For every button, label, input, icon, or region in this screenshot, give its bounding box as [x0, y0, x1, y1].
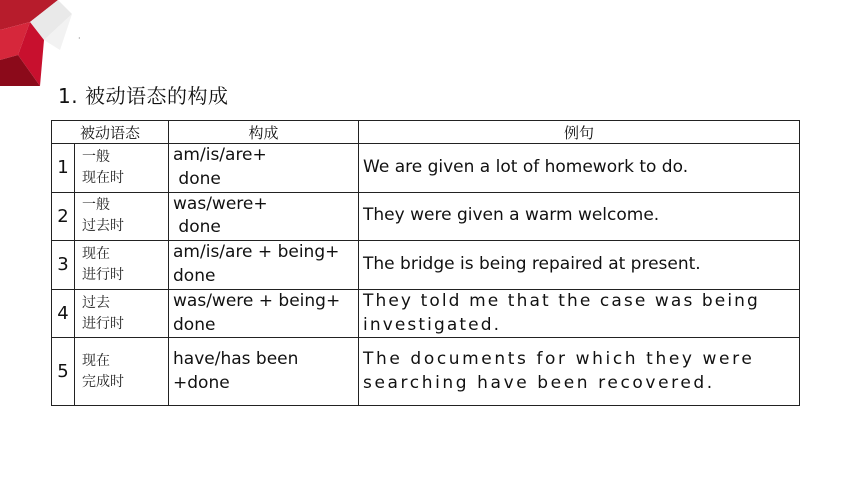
row-number: 4 [52, 289, 75, 338]
example-cell: The documents for which they were searching have been recovered. [359, 338, 800, 406]
tense-line: 现在 [82, 352, 110, 369]
tense-name [75, 144, 169, 193]
row-number: 2 [52, 192, 75, 241]
slide-title: 1. 被动语态的构成 [58, 84, 229, 108]
passive-voice-table [51, 120, 800, 406]
tense-line: 进行时 [82, 315, 124, 332]
row-number: 3 [52, 241, 75, 290]
tense-name [75, 289, 169, 338]
structure-cell: have/has been +done [169, 338, 359, 406]
header-passive-voice: 被动语态 [52, 121, 169, 144]
table-row [52, 144, 800, 193]
tense-name [75, 192, 169, 241]
structure-cell: was/were + being+ done [169, 289, 359, 338]
example-cell: The bridge is being repaired at present. [359, 241, 800, 290]
table-row [52, 241, 800, 290]
tense-name [75, 241, 169, 290]
tense-line: 一般 [82, 197, 110, 214]
table-header-row [52, 121, 800, 144]
tense-line: 完成时 [82, 373, 124, 390]
structure-cell: am/is/are + being+ done [169, 241, 359, 290]
corner-decoration [0, 0, 90, 90]
table-row [52, 289, 800, 338]
row-number: 1 [52, 144, 75, 193]
tense-line: 一般 [82, 148, 110, 165]
structure-cell: am/is/are+ done [169, 144, 359, 193]
example-cell: They told me that the case was being investigated. [359, 289, 800, 338]
tense-line: 现在时 [82, 169, 124, 186]
decorative-dot: · [78, 34, 81, 43]
tense-line: 过去时 [82, 218, 124, 235]
example-cell: We are given a lot of homework to do. [359, 144, 800, 193]
header-structure: 构成 [169, 121, 359, 144]
tense-line: 进行时 [82, 266, 124, 283]
header-example: 例句 [359, 121, 800, 144]
structure-cell: was/were+ done [169, 192, 359, 241]
example-cell: They were given a warm welcome. [359, 192, 800, 241]
tense-name [75, 338, 169, 406]
tense-line: 过去 [82, 294, 110, 311]
row-number: 5 [52, 338, 75, 406]
tense-line: 现在 [82, 245, 110, 262]
table-row [52, 192, 800, 241]
table-row [52, 338, 800, 406]
